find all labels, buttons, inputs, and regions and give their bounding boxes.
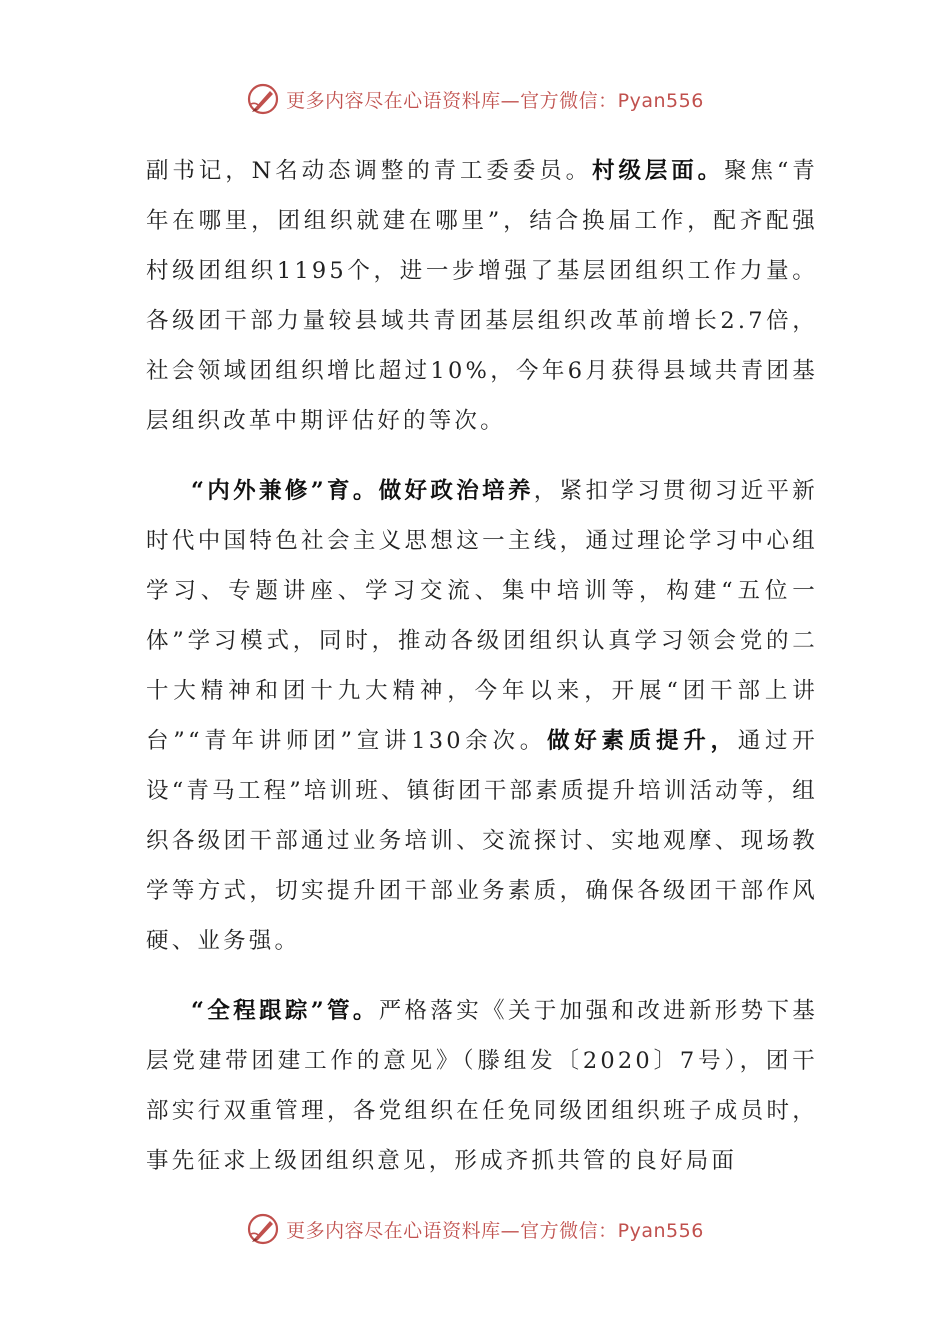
text-segment: 严格落实《关于加强和改进新形势下基层党建带团建工作的意见》（滕组发〔2020〕7号），团干部实行双重管理，各党组织在任免同级团组织班子成员时，事先征求上级团组织意见，形成齐抓共管的良好局面 [146,998,818,1174]
footer-watermark-text: 更多内容尽在心语资料库—官方微信：Pyan556 [286,1219,704,1242]
bold-heading-quality: 做好素质提升， [547,728,738,754]
text-segment: 聚焦“青年在哪里，团组织就建在哪里”，结合换届工作，配齐配强村级团组织1195个，进一步增强了基层团组织工作力量。各级团干部力量较县域共青团基层组织改革前增长2.7倍，社会领域团组织增比超过10%，今年6月获得县域共青团基层组织改革中期评估好的等次。 [146,158,818,434]
footer-watermark [0,1212,950,1246]
bold-heading-management: “全程跟踪”管。 [191,998,379,1024]
text-segment: 副书记，N名动态调整的青工委委员。 [146,158,593,184]
bold-heading-cultivation: “内外兼修”育。做好政治培养 [191,478,534,504]
text-segment: 通过开设“青马工程”培训班、镇街团干部素质提升培训活动等，组织各级团干部通过业务培训、交流探讨、实地观摩、现场教学等方式，切实提升团干部业务素质，确保各级团干部作风硬、业务强。 [146,728,818,954]
pen-logo-icon [246,1212,280,1246]
paragraph-3 [146,986,818,1186]
header-watermark [0,82,950,116]
paragraph-2 [146,466,818,966]
bold-heading-village: 村级层面。 [592,158,725,184]
header-watermark-text: 更多内容尽在心语资料库—官方微信：Pyan556 [286,89,704,112]
document-body [146,146,818,1206]
pen-logo-icon [246,82,280,116]
text-segment: ，紧扣学习贯彻习近平新时代中国特色社会主义思想这一主线，通过理论学习中心组学习、专题讲座、学习交流、集中培训等，构建“五位一体”学习模式，同时，推动各级团组织认真学习领会党的二十大精神和团十九大精神，今年以来，开展“团干部上讲台”“青年讲师团”宣讲130余次。 [146,478,819,754]
paragraph-1 [146,146,818,446]
